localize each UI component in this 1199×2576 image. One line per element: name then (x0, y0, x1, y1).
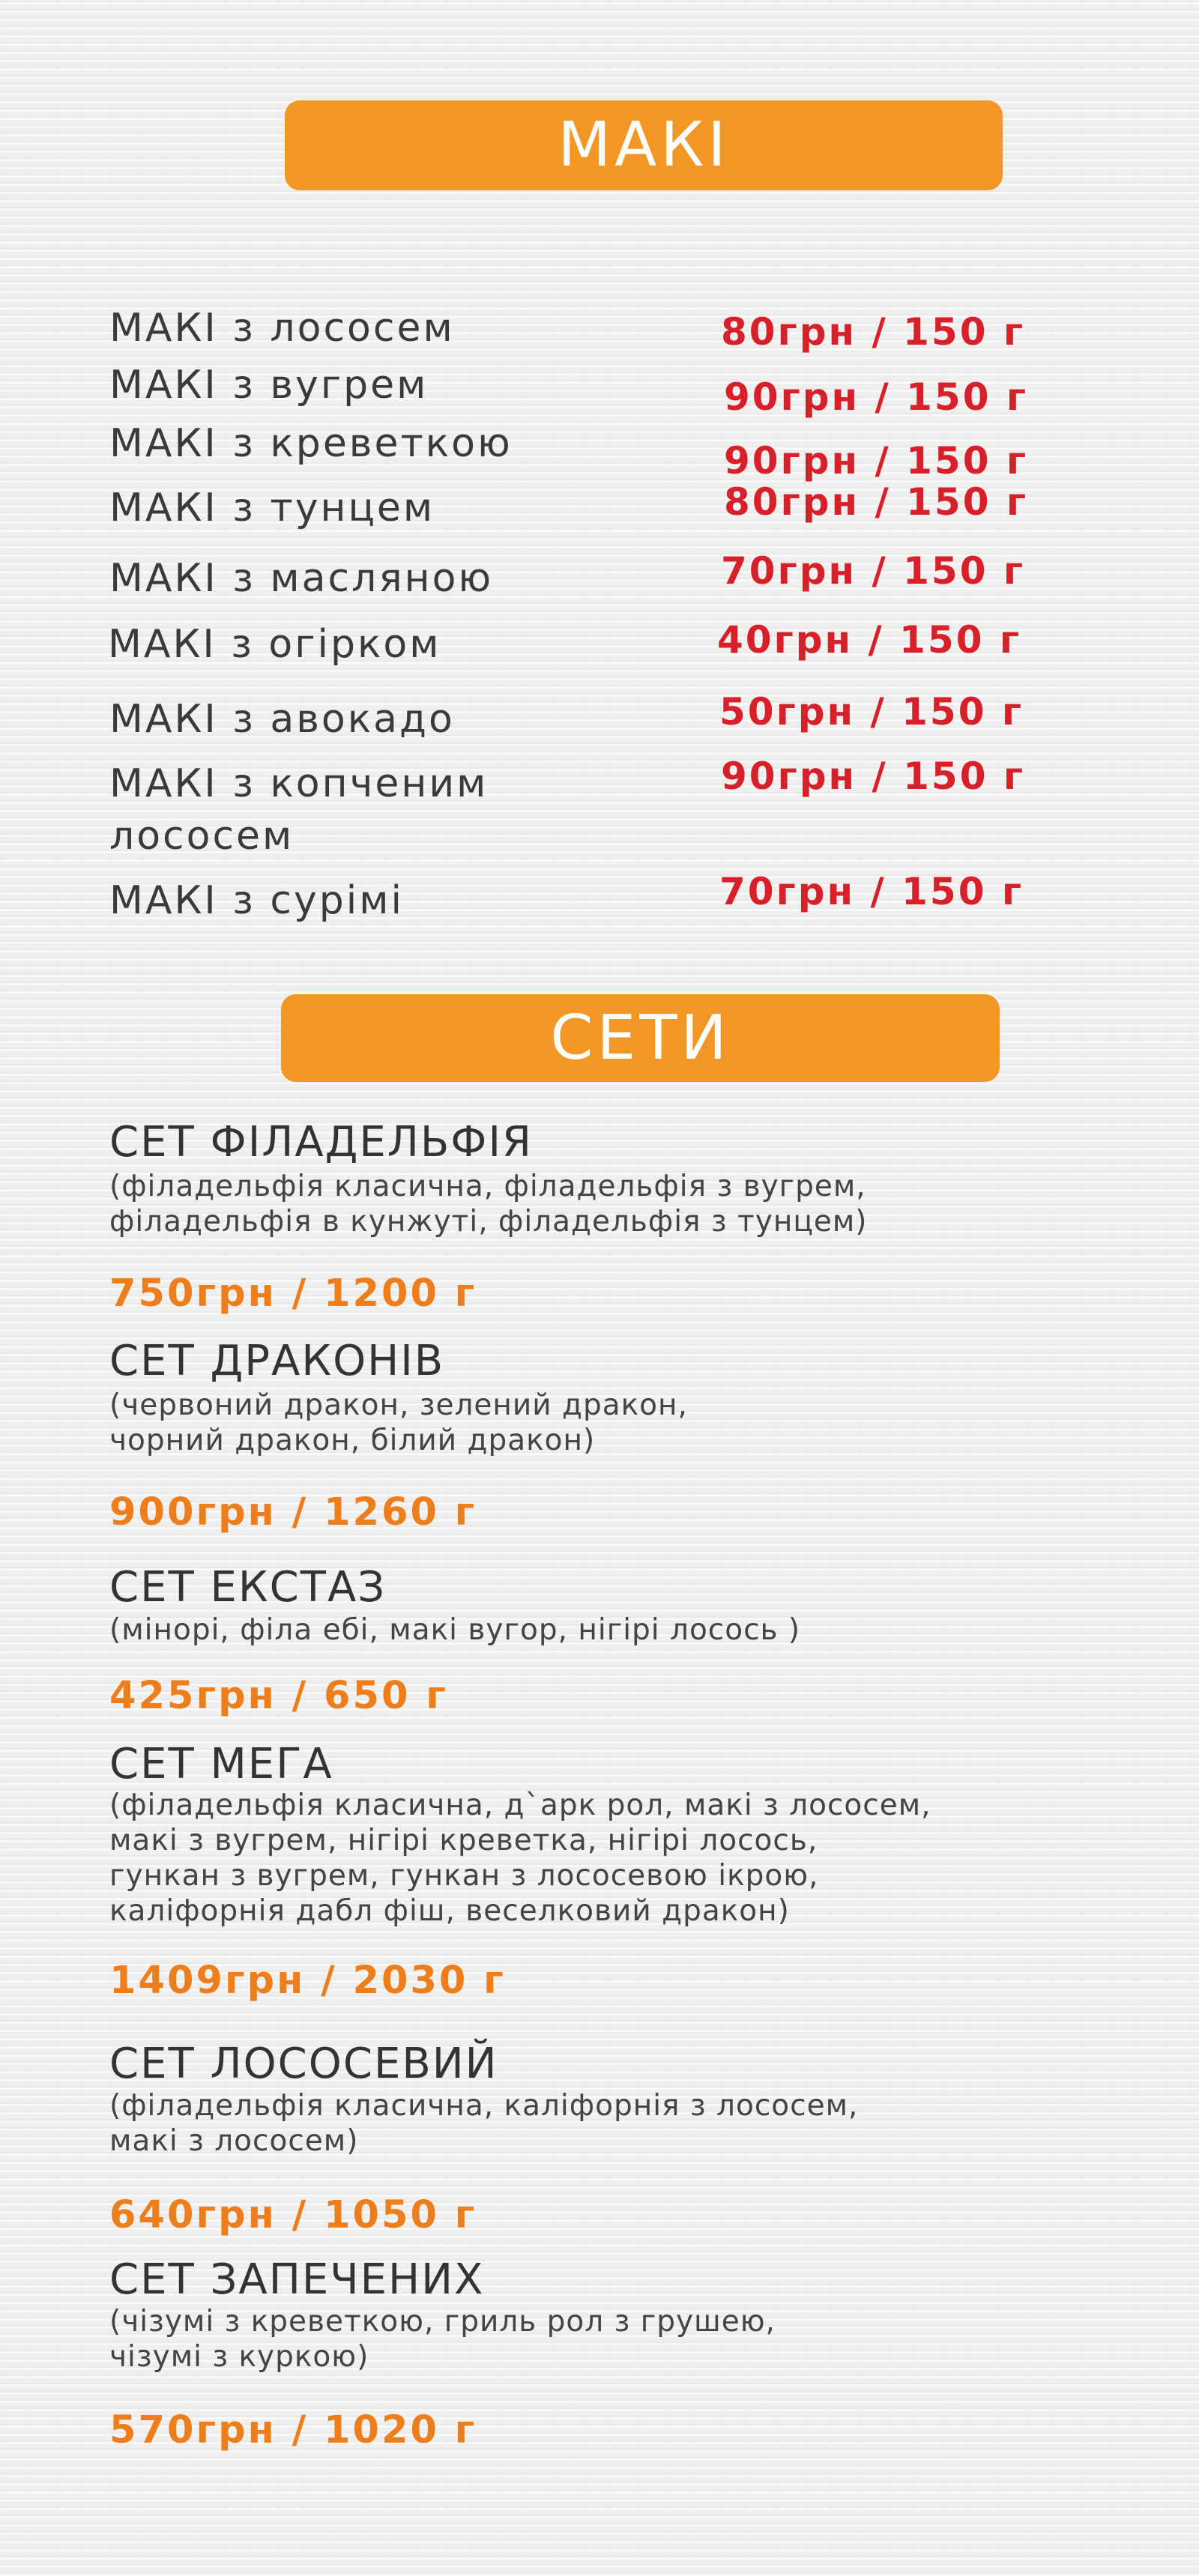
set-description (109, 1169, 1054, 1239)
set-description-line: (червоний дракон, зелений дракон, (109, 1388, 688, 1422)
maki-item-price: 90грн / 150 г (721, 755, 1026, 798)
set-title: СЕТ ЛОСОСЕВИЙ (109, 2040, 498, 2088)
maki-item-price: 80грн / 150 г (724, 480, 1029, 524)
set-title: СЕТ ФІЛАДЕЛЬФІЯ (109, 1118, 533, 1167)
set-description-line: чорний дракон, білий дракон) (109, 1424, 596, 1457)
maki-item-name: МАКІ з тунцем (109, 486, 435, 530)
set-description (109, 1388, 1054, 1458)
maki-item-name: МАКІ з креветкою (109, 421, 513, 466)
set-description (109, 2304, 1054, 2374)
maki-item-name-continued: лососем (109, 814, 295, 859)
set-description-line: каліфорнія дабл фіш, веселковий дракон) (109, 1894, 790, 1928)
maki-item-name: МАКІ з авокадо (109, 697, 455, 742)
set-description (109, 1612, 1054, 1648)
set-description-line: (філадельфія класична, каліфорнія з лососем, (109, 2089, 859, 2123)
set-price: 425грн / 650 г (109, 1674, 448, 1718)
set-description-line: гункан з вугрем, гункан з лососевою ікрою, (109, 1859, 819, 1893)
maki-item-price: 50грн / 150 г (719, 690, 1024, 734)
maki-item-price: 70грн / 150 г (719, 870, 1024, 913)
set-price: 900грн / 1260 г (109, 1490, 477, 1535)
maki-item-price: 70грн / 150 г (721, 549, 1026, 593)
set-title: СЕТ МЕГА (109, 1740, 333, 1789)
maki-item-price: 90грн / 150 г (724, 375, 1029, 419)
set-description-line: чізумі з куркою) (109, 2340, 369, 2374)
set-description-line: макі з вугрем, нігірі креветка, нігірі лосось, (109, 1824, 818, 1857)
set-description-line: (філадельфія класична, філадельфія з вугрем, (109, 1170, 866, 1203)
maki-item-name: МАКІ з сурімі (109, 878, 404, 923)
set-title: СЕТ ЗАПЕЧЕНИХ (109, 2255, 485, 2304)
set-title: СЕТ ДРАКОНІВ (109, 1337, 445, 1385)
maki-item-name: МАКІ з масляною (109, 556, 494, 601)
set-description-line: філадельфія в кунжуті, філадельфія з тунцем) (109, 1205, 868, 1239)
set-description (109, 2088, 1054, 2159)
sets-section-banner: СЕТИ (281, 994, 1000, 1082)
set-description-line: (чізумі з креветкою, гриль рол з грушею, (109, 2305, 776, 2338)
set-price: 570грн / 1020 г (109, 2408, 477, 2452)
set-description-line: (мінорі, філа ебі, макі вугор, нігірі лосось ) (109, 1613, 801, 1647)
set-description-line: макі з лососем) (109, 2124, 359, 2158)
set-title: СЕТ ЕКСТАЗ (109, 1563, 387, 1612)
maki-item-name: МАКІ з огірком (108, 622, 441, 667)
set-description-line: (філадельфія класична, д`арк рол, макі з лососем, (109, 1789, 931, 1822)
maki-item-price: 80грн / 150 г (721, 310, 1026, 354)
maki-item-name: МАКІ з копченим (109, 761, 489, 806)
set-description (109, 1788, 1054, 1929)
maki-item-price: 40грн / 150 г (717, 618, 1022, 662)
set-price: 640грн / 1050 г (109, 2193, 477, 2237)
maki-item-name: МАКІ з лососем (109, 306, 455, 351)
maki-section-banner: МАКІ (285, 100, 1003, 190)
maki-item-name: МАКІ з вугрем (109, 363, 429, 408)
set-price: 750грн / 1200 г (109, 1272, 477, 1316)
set-price: 1409грн / 2030 г (109, 1959, 506, 2003)
maki-item-price: 90грн / 150 г (724, 439, 1029, 483)
